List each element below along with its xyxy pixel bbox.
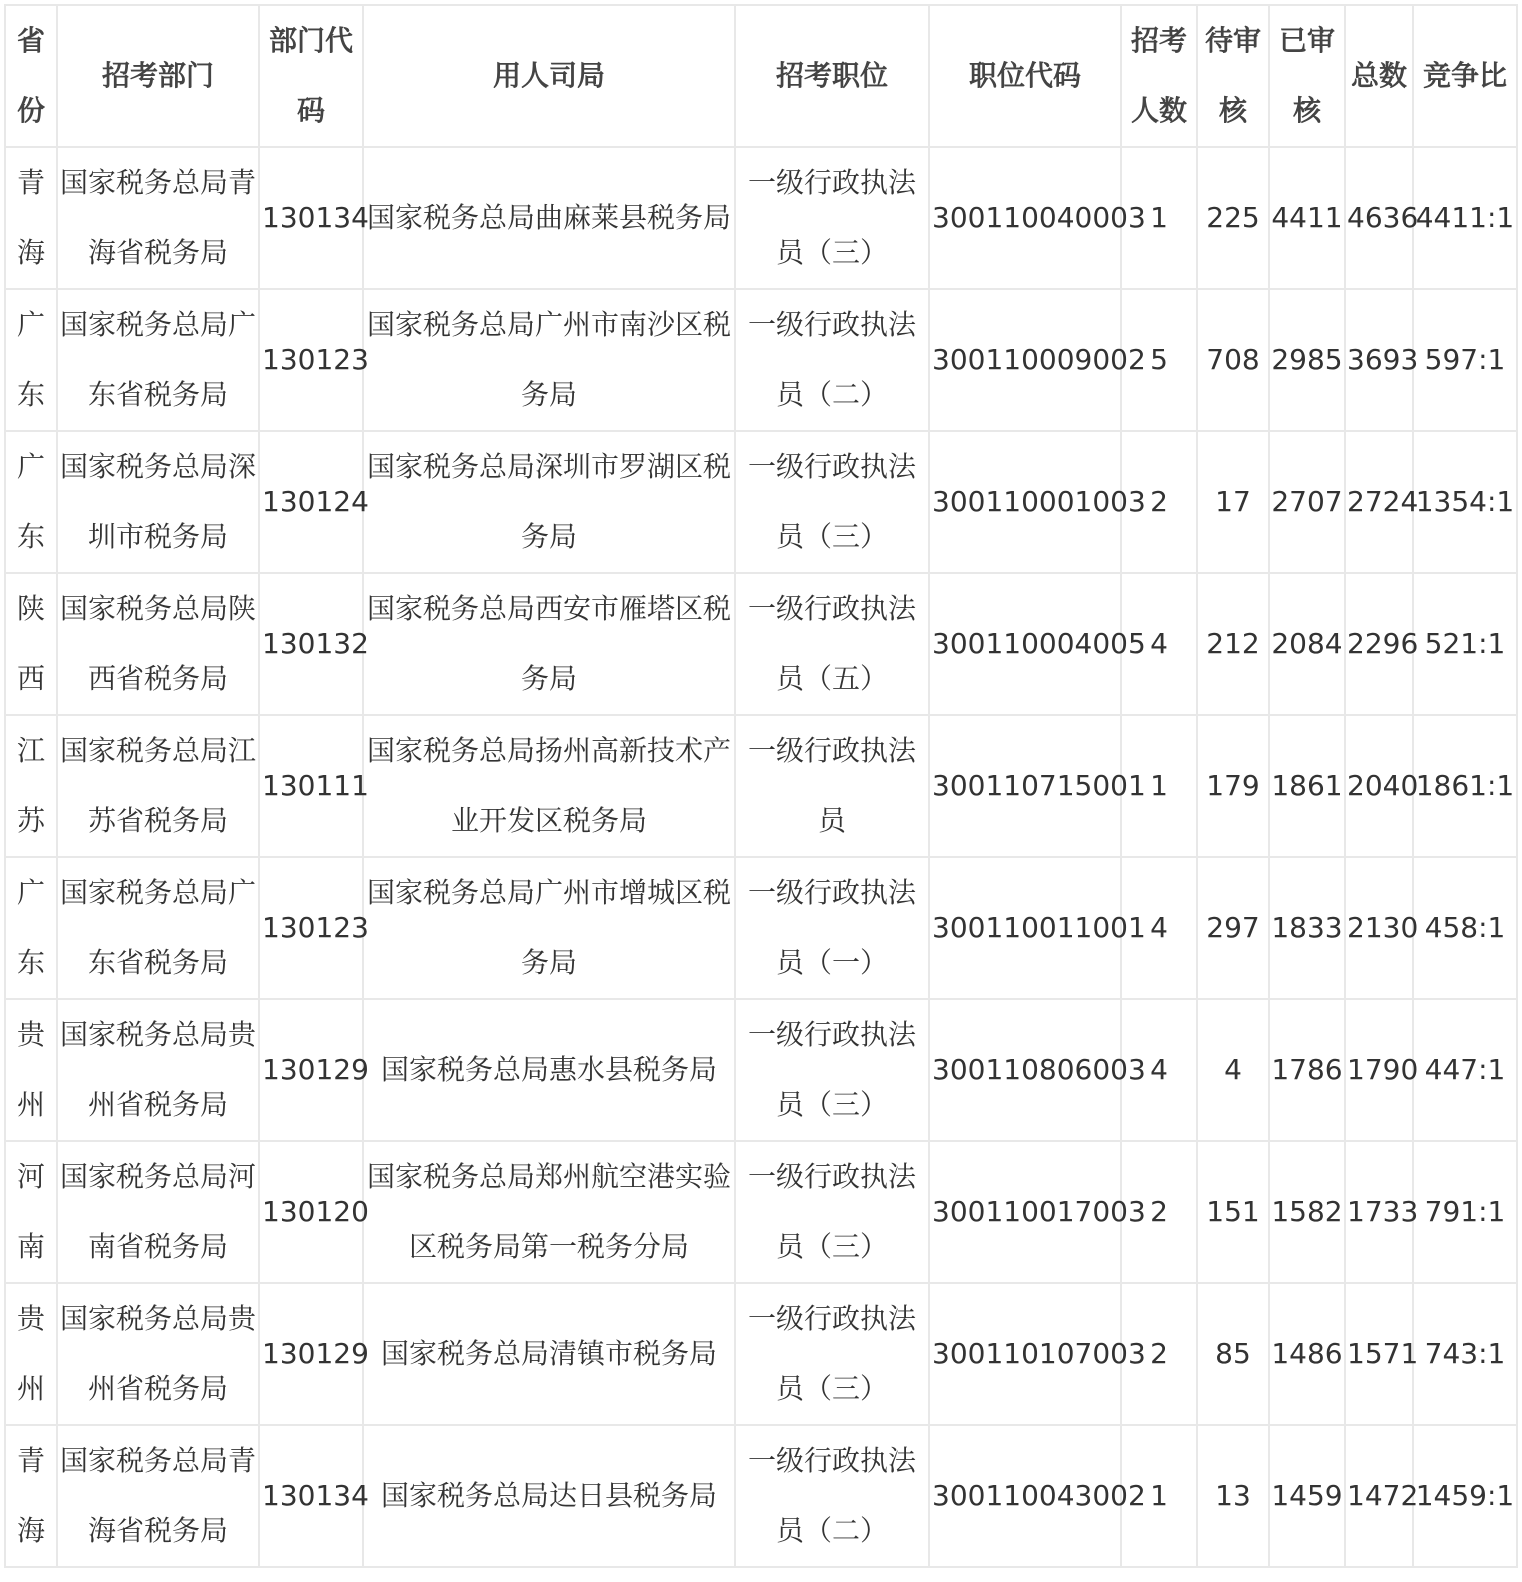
cell-bureau: 国家税务总局曲麻莱县税务局 bbox=[363, 147, 735, 289]
cell-bureau: 国家税务总局扬州高新技术产业开发区税务局 bbox=[363, 715, 735, 857]
cell-position-code: 300110107003 bbox=[929, 1283, 1121, 1425]
cell-pending: 212 bbox=[1197, 573, 1269, 715]
cell-dept-code: 130134 bbox=[259, 147, 363, 289]
cell-reviewed: 2084 bbox=[1269, 573, 1345, 715]
table-header bbox=[5, 5, 1517, 147]
header-row bbox=[5, 5, 1517, 147]
column-header-total: 总数 bbox=[1345, 5, 1413, 147]
cell-reviewed: 1833 bbox=[1269, 857, 1345, 999]
cell-dept-code: 130111 bbox=[259, 715, 363, 857]
cell-position: 一级行政执法员（二） bbox=[735, 289, 929, 431]
cell-position: 一级行政执法员（一） bbox=[735, 857, 929, 999]
cell-ratio: 447:1 bbox=[1413, 999, 1517, 1141]
cell-bureau: 国家税务总局清镇市税务局 bbox=[363, 1283, 735, 1425]
cell-bureau: 国家税务总局达日县税务局 bbox=[363, 1425, 735, 1567]
table-row bbox=[5, 147, 1517, 289]
cell-reviewed: 1582 bbox=[1269, 1141, 1345, 1283]
cell-province: 贵州 bbox=[5, 999, 57, 1141]
cell-dept-code: 130124 bbox=[259, 431, 363, 573]
cell-bureau: 国家税务总局广州市增城区税务局 bbox=[363, 857, 735, 999]
cell-province: 青海 bbox=[5, 147, 57, 289]
cell-total: 2724 bbox=[1345, 431, 1413, 573]
cell-department: 国家税务总局贵州省税务局 bbox=[57, 999, 259, 1141]
cell-province: 广东 bbox=[5, 857, 57, 999]
table-row bbox=[5, 1283, 1517, 1425]
cell-reviewed: 1486 bbox=[1269, 1283, 1345, 1425]
table-row bbox=[5, 431, 1517, 573]
cell-total: 3693 bbox=[1345, 289, 1413, 431]
cell-dept-code: 130134 bbox=[259, 1425, 363, 1567]
cell-position: 一级行政执法员（三） bbox=[735, 999, 929, 1141]
cell-position-code: 300110004005 bbox=[929, 573, 1121, 715]
cell-ratio: 521:1 bbox=[1413, 573, 1517, 715]
table-row bbox=[5, 1141, 1517, 1283]
cell-pending: 151 bbox=[1197, 1141, 1269, 1283]
cell-position: 一级行政执法员（三） bbox=[735, 1141, 929, 1283]
cell-total: 1733 bbox=[1345, 1141, 1413, 1283]
cell-department: 国家税务总局青海省税务局 bbox=[57, 1425, 259, 1567]
cell-department: 国家税务总局江苏省税务局 bbox=[57, 715, 259, 857]
column-header-ratio: 竞争比 bbox=[1413, 5, 1517, 147]
cell-department: 国家税务总局贵州省税务局 bbox=[57, 1283, 259, 1425]
cell-recruit-count: 1 bbox=[1121, 147, 1197, 289]
cell-position-code: 300110011001 bbox=[929, 857, 1121, 999]
cell-province: 河南 bbox=[5, 1141, 57, 1283]
cell-ratio: 458:1 bbox=[1413, 857, 1517, 999]
page bbox=[4, 4, 1516, 1568]
column-header-reviewed: 已审核 bbox=[1269, 5, 1345, 147]
cell-total: 2130 bbox=[1345, 857, 1413, 999]
table-row bbox=[5, 289, 1517, 431]
cell-total: 2296 bbox=[1345, 573, 1413, 715]
cell-department: 国家税务总局广东省税务局 bbox=[57, 857, 259, 999]
cell-total: 1790 bbox=[1345, 999, 1413, 1141]
cell-position-code: 300110001003 bbox=[929, 431, 1121, 573]
cell-ratio: 1354:1 bbox=[1413, 431, 1517, 573]
cell-department: 国家税务总局陕西省税务局 bbox=[57, 573, 259, 715]
column-header-position: 招考职位 bbox=[735, 5, 929, 147]
cell-bureau: 国家税务总局广州市南沙区税务局 bbox=[363, 289, 735, 431]
table-row bbox=[5, 715, 1517, 857]
cell-pending: 297 bbox=[1197, 857, 1269, 999]
cell-position-code: 300110040003 bbox=[929, 147, 1121, 289]
cell-province: 广东 bbox=[5, 289, 57, 431]
cell-recruit-count: 1 bbox=[1121, 715, 1197, 857]
cell-department: 国家税务总局青海省税务局 bbox=[57, 147, 259, 289]
cell-bureau: 国家税务总局西安市雁塔区税务局 bbox=[363, 573, 735, 715]
cell-dept-code: 130129 bbox=[259, 999, 363, 1141]
cell-recruit-count: 4 bbox=[1121, 857, 1197, 999]
cell-recruit-count: 2 bbox=[1121, 1141, 1197, 1283]
cell-position: 一级行政执法员（三） bbox=[735, 147, 929, 289]
cell-reviewed: 2985 bbox=[1269, 289, 1345, 431]
cell-position-code: 300110715001 bbox=[929, 715, 1121, 857]
cell-recruit-count: 2 bbox=[1121, 431, 1197, 573]
table-row bbox=[5, 573, 1517, 715]
cell-province: 江苏 bbox=[5, 715, 57, 857]
cell-ratio: 1459:1 bbox=[1413, 1425, 1517, 1567]
cell-ratio: 743:1 bbox=[1413, 1283, 1517, 1425]
cell-dept-code: 130132 bbox=[259, 573, 363, 715]
cell-dept-code: 130123 bbox=[259, 289, 363, 431]
cell-department: 国家税务总局广东省税务局 bbox=[57, 289, 259, 431]
cell-reviewed: 1786 bbox=[1269, 999, 1345, 1141]
cell-province: 广东 bbox=[5, 431, 57, 573]
cell-total: 2040 bbox=[1345, 715, 1413, 857]
cell-position: 一级行政执法员（二） bbox=[735, 1425, 929, 1567]
cell-dept-code: 130123 bbox=[259, 857, 363, 999]
cell-position: 一级行政执法员 bbox=[735, 715, 929, 857]
column-header-dept-code: 部门代码 bbox=[259, 5, 363, 147]
cell-position: 一级行政执法员（三） bbox=[735, 1283, 929, 1425]
cell-position: 一级行政执法员（五） bbox=[735, 573, 929, 715]
column-header-pending: 待审核 bbox=[1197, 5, 1269, 147]
cell-province: 陕西 bbox=[5, 573, 57, 715]
cell-position-code: 300110806003 bbox=[929, 999, 1121, 1141]
cell-recruit-count: 2 bbox=[1121, 1283, 1197, 1425]
cell-reviewed: 2707 bbox=[1269, 431, 1345, 573]
cell-dept-code: 130129 bbox=[259, 1283, 363, 1425]
cell-pending: 179 bbox=[1197, 715, 1269, 857]
cell-ratio: 791:1 bbox=[1413, 1141, 1517, 1283]
cell-position-code: 300110017003 bbox=[929, 1141, 1121, 1283]
cell-ratio: 4411:1 bbox=[1413, 147, 1517, 289]
cell-bureau: 国家税务总局深圳市罗湖区税务局 bbox=[363, 431, 735, 573]
cell-dept-code: 130120 bbox=[259, 1141, 363, 1283]
cell-province: 贵州 bbox=[5, 1283, 57, 1425]
cell-department: 国家税务总局河南省税务局 bbox=[57, 1141, 259, 1283]
cell-total: 4636 bbox=[1345, 147, 1413, 289]
cell-position-code: 300110009002 bbox=[929, 289, 1121, 431]
table-row bbox=[5, 857, 1517, 999]
cell-bureau: 国家税务总局惠水县税务局 bbox=[363, 999, 735, 1141]
cell-ratio: 597:1 bbox=[1413, 289, 1517, 431]
cell-bureau: 国家税务总局郑州航空港实验区税务局第一税务分局 bbox=[363, 1141, 735, 1283]
column-header-province: 省份 bbox=[5, 5, 57, 147]
cell-position-code: 300110043002 bbox=[929, 1425, 1121, 1567]
cell-recruit-count: 5 bbox=[1121, 289, 1197, 431]
cell-pending: 85 bbox=[1197, 1283, 1269, 1425]
cell-total: 1571 bbox=[1345, 1283, 1413, 1425]
cell-reviewed: 1861 bbox=[1269, 715, 1345, 857]
cell-total: 1472 bbox=[1345, 1425, 1413, 1567]
cell-pending: 13 bbox=[1197, 1425, 1269, 1567]
cell-department: 国家税务总局深圳市税务局 bbox=[57, 431, 259, 573]
cell-pending: 225 bbox=[1197, 147, 1269, 289]
column-header-recruit-count: 招考人数 bbox=[1121, 5, 1197, 147]
cell-province: 青海 bbox=[5, 1425, 57, 1567]
table-body bbox=[5, 147, 1517, 1567]
cell-recruit-count: 1 bbox=[1121, 1425, 1197, 1567]
cell-recruit-count: 4 bbox=[1121, 573, 1197, 715]
column-header-bureau: 用人司局 bbox=[363, 5, 735, 147]
cell-reviewed: 4411 bbox=[1269, 147, 1345, 289]
cell-pending: 4 bbox=[1197, 999, 1269, 1141]
cell-ratio: 1861:1 bbox=[1413, 715, 1517, 857]
cell-pending: 17 bbox=[1197, 431, 1269, 573]
table-row bbox=[5, 1425, 1517, 1567]
table-row bbox=[5, 999, 1517, 1141]
column-header-department: 招考部门 bbox=[57, 5, 259, 147]
cell-reviewed: 1459 bbox=[1269, 1425, 1345, 1567]
cell-recruit-count: 4 bbox=[1121, 999, 1197, 1141]
cell-pending: 708 bbox=[1197, 289, 1269, 431]
cell-position: 一级行政执法员（三） bbox=[735, 431, 929, 573]
column-header-position-code: 职位代码 bbox=[929, 5, 1121, 147]
recruitment-table bbox=[4, 4, 1518, 1568]
